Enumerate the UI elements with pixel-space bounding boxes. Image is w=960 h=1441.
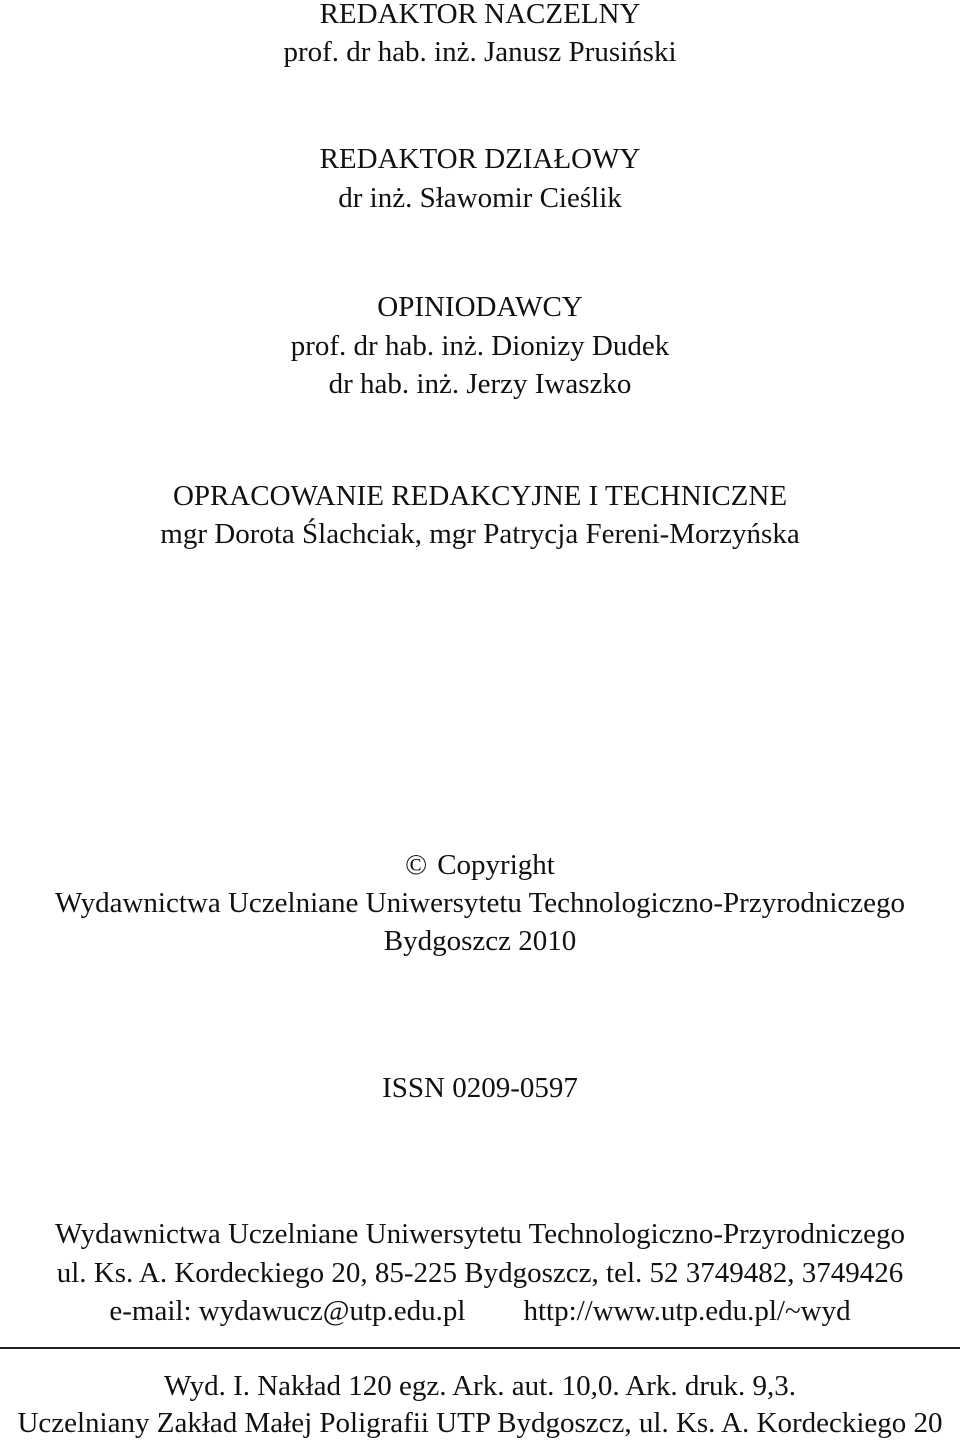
copyright-publisher: Wydawnictwa Uczelniane Uniwersytetu Technologiczno-Przyrodniczego	[54, 887, 906, 919]
copyright-place-year: Bydgoszcz 2010	[383, 925, 577, 957]
publisher-name: Wydawnictwa Uczelniane Uniwersytetu Technologiczno-Przyrodniczego	[54, 1218, 906, 1250]
technical-editing-heading: OPRACOWANIE REDAKCYJNE I TECHNICZNE	[172, 480, 788, 512]
technical-editing-names: mgr Dorota Ślachciak, mgr Patrycja Fereni-Morzyńska	[160, 518, 800, 550]
copyright-symbol: ©	[405, 849, 428, 881]
issn-number: ISSN 0209-0597	[382, 1072, 578, 1104]
bottom-divider	[0, 1347, 960, 1349]
copyright-label: Copyright	[437, 849, 555, 881]
reviewers-heading: OPINIODAWCY	[377, 291, 583, 323]
publisher-contact	[0, 1293, 960, 1329]
editor-in-chief-name: prof. dr hab. inż. Janusz Prusiński	[283, 36, 677, 68]
reviewer-name: prof. dr hab. inż. Dionizy Dudek	[290, 330, 670, 362]
section-editor-name: dr inż. Sławomir Cieślik	[338, 182, 622, 214]
publisher-email[interactable]: e-mail: wydawucz@utp.edu.pl	[109, 1295, 466, 1327]
print-edition-info: Wyd. I. Nakład 120 egz. Ark. aut. 10,0. Ark. druk. 9,3.	[163, 1370, 797, 1402]
publisher-street: ul. Ks. A. Kordeckiego 20, 85-225 Bydgoszcz, tel. 52 3749482, 3749426	[56, 1257, 904, 1289]
reviewer-name: dr hab. inż. Jerzy Iwaszko	[328, 368, 632, 400]
publisher-website[interactable]: http://www.utp.edu.pl/~wyd	[523, 1295, 851, 1327]
section-editor-heading: REDAKTOR DZIAŁOWY	[319, 143, 641, 175]
copyright-line	[0, 847, 960, 883]
printer-info: Uczelniany Zakład Małej Poligrafii UTP Bydgoszcz, ul. Ks. A. Kordeckiego 20	[17, 1407, 943, 1439]
editor-in-chief-heading: REDAKTOR NACZELNY	[319, 0, 641, 30]
